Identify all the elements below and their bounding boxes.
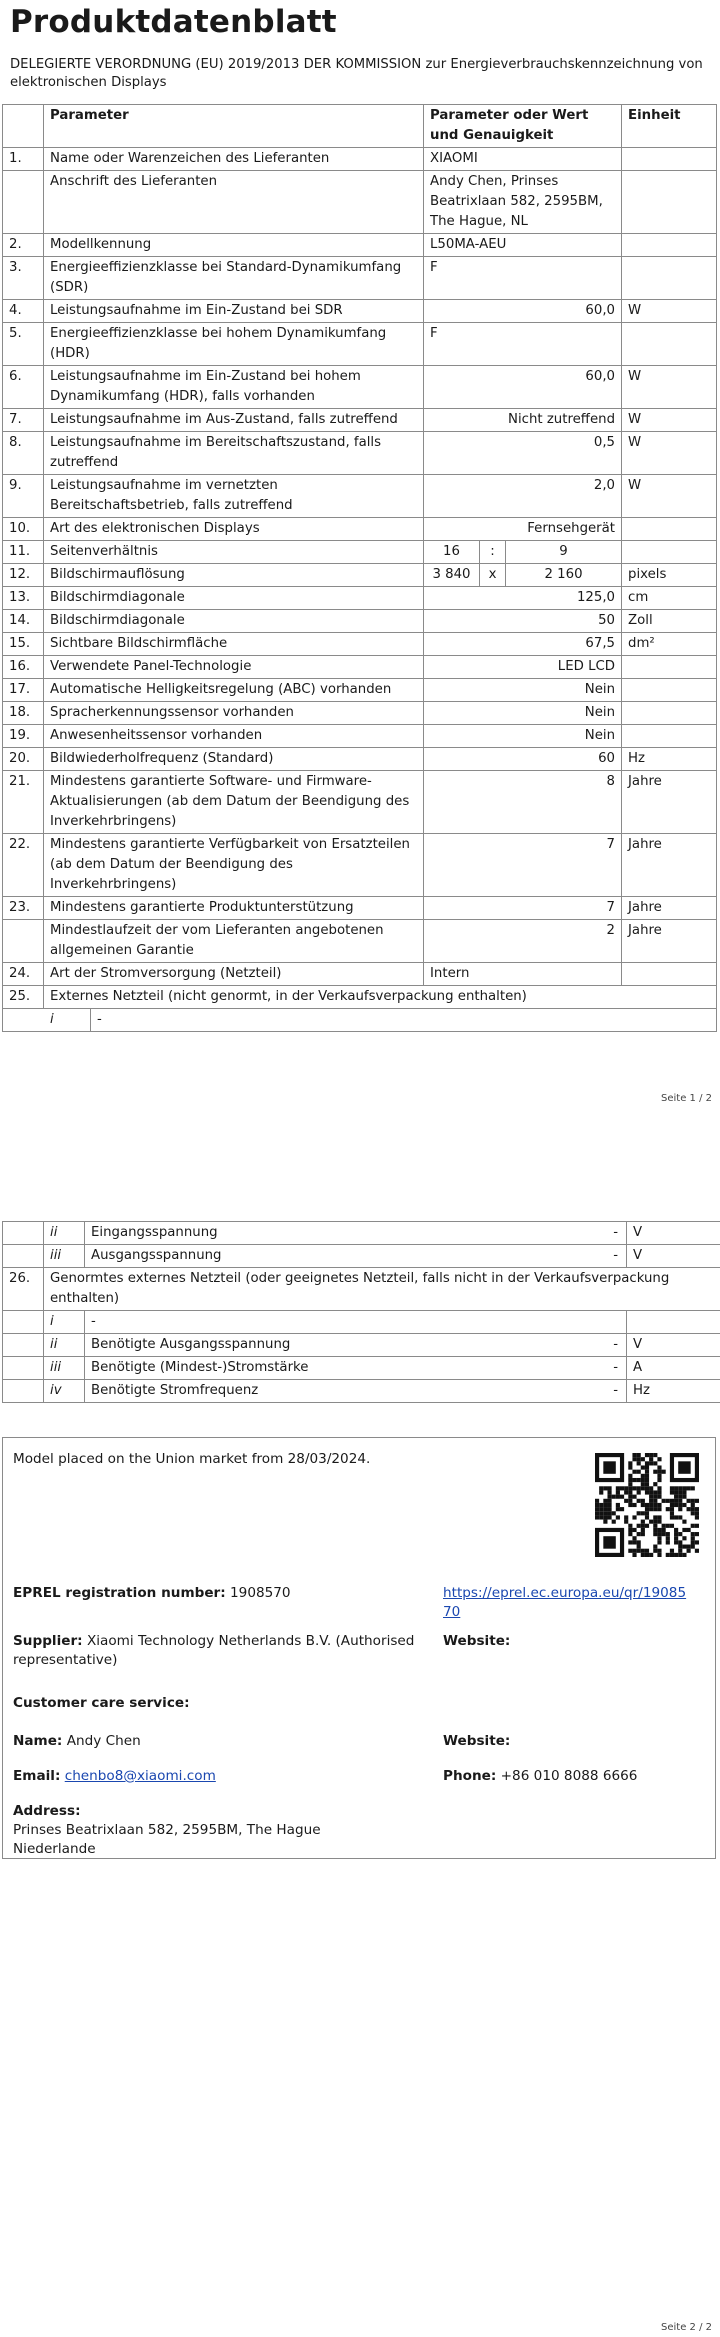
table-row xyxy=(3,366,717,409)
sub-index: iii xyxy=(44,1245,85,1268)
address-line-1: Prinses Beatrixlaan 582, 2595BM, The Hague xyxy=(13,1822,321,1838)
sub-index: ii xyxy=(44,1222,85,1245)
eprel-info-box xyxy=(2,1437,716,1859)
unit-cell xyxy=(622,148,717,171)
sub-index: i xyxy=(44,1311,85,1334)
row-number xyxy=(3,1311,44,1334)
table-row xyxy=(3,656,717,679)
row-number: 3. xyxy=(3,257,44,300)
parameter-cell: Mindestens garantierte Produktunterstützung xyxy=(44,897,424,920)
parameter-cell: Automatische Helligkeitsregelung (ABC) vorhanden xyxy=(44,679,424,702)
sub-index: iv xyxy=(44,1380,85,1403)
eprel-number: 1908570 xyxy=(230,1585,291,1601)
parameter-cell: Mindestens garantierte Verfügbarkeit von Ersatzteilen (ab dem Datum der Beendigung des Inverkehrbringens) xyxy=(44,834,424,897)
table-row xyxy=(3,920,717,963)
power-supply-table xyxy=(2,1221,720,1403)
contact-name xyxy=(13,1732,141,1751)
table-row xyxy=(3,725,717,748)
table-row xyxy=(3,610,717,633)
table-row xyxy=(3,475,717,518)
value-a-cell: 3 840 xyxy=(424,564,480,587)
parameter-cell: Modellkennung xyxy=(44,234,424,257)
unit-cell xyxy=(622,702,717,725)
email-label: Email: xyxy=(13,1768,61,1784)
value-cell: L50MA-AEU xyxy=(424,234,622,257)
address-label: Address: xyxy=(13,1803,81,1819)
table-row xyxy=(3,234,717,257)
unit-cell: V xyxy=(627,1245,720,1268)
row-number xyxy=(3,1357,44,1380)
value-cell: 60,0 xyxy=(424,366,622,409)
phone-label: Phone: xyxy=(443,1768,497,1784)
page-title: Produktdatenblatt xyxy=(10,4,337,40)
unit-cell: cm xyxy=(622,587,717,610)
qr-code-icon[interactable] xyxy=(595,1453,699,1557)
unit-cell: Hz xyxy=(627,1380,720,1403)
row-number: 19. xyxy=(3,725,44,748)
eprel-registration xyxy=(13,1584,291,1603)
value-cell: F xyxy=(424,257,622,300)
table-row xyxy=(3,1245,720,1268)
parameter-cell: Verwendete Panel-Technologie xyxy=(44,656,424,679)
sub-index: iii xyxy=(44,1357,85,1380)
table-row xyxy=(3,148,717,171)
table-row xyxy=(3,679,717,702)
regulation-subtitle: DELEGIERTE VERORDNUNG (EU) 2019/2013 DER KOMMISSION zur Energieverbrauchskennzeichnung von elektronischen Displays xyxy=(10,57,703,90)
row-number xyxy=(3,1245,44,1268)
sub-value: - xyxy=(97,1012,102,1027)
row-number: 23. xyxy=(3,897,44,920)
parameter-cell: Leistungsaufnahme im Ein-Zustand bei hohem Dynamikumfang (HDR), falls vorhanden xyxy=(44,366,424,409)
value-cell: - xyxy=(613,1383,618,1398)
unit-cell: Zoll xyxy=(622,610,717,633)
market-placement-text: Model placed on the Union market from 28/03/2024. xyxy=(13,1451,371,1467)
table-row xyxy=(3,518,717,541)
name-label: Name: xyxy=(13,1733,63,1749)
unit-cell xyxy=(622,257,717,300)
supplier-info xyxy=(13,1632,433,1670)
unit-cell xyxy=(622,679,717,702)
row-number: 12. xyxy=(3,564,44,587)
parameter-cell: Benötigte (Mindest-)Stromstärke - xyxy=(85,1357,627,1380)
unit-cell: A xyxy=(627,1357,720,1380)
table-row xyxy=(3,633,717,656)
table-row xyxy=(3,1009,717,1032)
table-row xyxy=(3,1268,720,1311)
parameter-cell: Benötigte Stromfrequenz - xyxy=(85,1380,627,1403)
parameter-cell: Anschrift des Lieferanten xyxy=(44,171,424,234)
row-number: 24. xyxy=(3,963,44,986)
value-cell: Nein xyxy=(424,725,622,748)
value-cell: XIAOMI xyxy=(424,148,622,171)
unit-cell: Jahre xyxy=(622,771,717,834)
parameter-cell: - xyxy=(85,1311,627,1334)
row-number xyxy=(3,1222,44,1245)
row-number: 16. xyxy=(3,656,44,679)
value-cell: Nein xyxy=(424,679,622,702)
page-number: Seite 2 / 2 xyxy=(661,2322,712,2333)
row-number: 5. xyxy=(3,323,44,366)
value-cell: Nein xyxy=(424,702,622,725)
value-b-cell: 2 160 xyxy=(506,564,622,587)
value-a-cell: 16 xyxy=(424,541,480,564)
row-number: 9. xyxy=(3,475,44,518)
value-cell: - xyxy=(613,1248,618,1263)
row-number: 2. xyxy=(3,234,44,257)
parameter-cell: Seitenverhältnis xyxy=(44,541,424,564)
unit-cell xyxy=(622,541,717,564)
parameter-cell: Bildschirmdiagonale xyxy=(44,610,424,633)
unit-cell xyxy=(627,1311,720,1334)
email-link[interactable]: chenbo8@xiaomi.com xyxy=(64,1768,216,1784)
care-website-label: Website: xyxy=(443,1733,511,1749)
parameter-cell: Anwesenheitssensor vorhanden xyxy=(44,725,424,748)
value-cell: 2,0 xyxy=(424,475,622,518)
parameter-cell: Energieeffizienzklasse bei Standard-Dynamikumfang (SDR) xyxy=(44,257,424,300)
unit-cell xyxy=(622,518,717,541)
row-number: 11. xyxy=(3,541,44,564)
table-row xyxy=(3,1222,720,1245)
value-cell: 7 xyxy=(424,897,622,920)
parameter-cell: Genormtes externes Netzteil (oder geeignetes Netzteil, falls nicht in der Verkaufsverpackung enthalten) xyxy=(44,1268,720,1311)
parameter-cell: Benötigte Ausgangsspannung - xyxy=(85,1334,627,1357)
parameter-cell: Eingangsspannung - xyxy=(85,1222,627,1245)
sub-row-cell xyxy=(3,1009,717,1032)
table-row xyxy=(3,834,717,897)
unit-cell xyxy=(622,323,717,366)
address-line-2: Niederlande xyxy=(13,1841,96,1857)
row-number: 14. xyxy=(3,610,44,633)
customer-care-label: Customer care service: xyxy=(13,1695,190,1711)
parameter-cell: Leistungsaufnahme im Ein-Zustand bei SDR xyxy=(44,300,424,323)
row-number: 13. xyxy=(3,587,44,610)
unit-cell: W xyxy=(622,300,717,323)
page-1 xyxy=(0,0,720,1120)
row-number: 1. xyxy=(3,148,44,171)
table-row xyxy=(3,986,717,1009)
unit-cell: Hz xyxy=(622,748,717,771)
parameter-cell: Energieeffizienzklasse bei hohem Dynamikumfang (HDR) xyxy=(44,323,424,366)
table-row xyxy=(3,1311,720,1334)
unit-cell xyxy=(622,234,717,257)
address-block xyxy=(13,1802,321,1859)
unit-cell: V xyxy=(627,1222,720,1245)
phone-value: +86 010 8088 6666 xyxy=(500,1768,638,1784)
row-number: 15. xyxy=(3,633,44,656)
contact-email xyxy=(13,1767,216,1786)
value-cell: 60,0 xyxy=(424,300,622,323)
page-2 xyxy=(0,1218,720,2337)
row-number: 18. xyxy=(3,702,44,725)
unit-cell xyxy=(622,171,717,234)
table-row xyxy=(3,1334,720,1357)
header-parameter: Parameter xyxy=(44,105,424,148)
table-row xyxy=(3,257,717,300)
row-number: 6. xyxy=(3,366,44,409)
unit-cell: Jahre xyxy=(622,897,717,920)
row-number: 7. xyxy=(3,409,44,432)
parameter-cell: Bildwiederholfrequenz (Standard) xyxy=(44,748,424,771)
parameter-cell: Leistungsaufnahme im vernetzten Bereitschaftsbetrieb, falls zutreffend xyxy=(44,475,424,518)
value-cell: 60 xyxy=(424,748,622,771)
supplier-website-label: Website: xyxy=(443,1633,511,1649)
row-number: 8. xyxy=(3,432,44,475)
value-cell: Nicht zutreffend xyxy=(424,409,622,432)
unit-cell: pixels xyxy=(622,564,717,587)
parameter-cell: Sichtbare Bildschirmfläche xyxy=(44,633,424,656)
supplier-value: Xiaomi Technology Netherlands B.V. (Authorised representative) xyxy=(13,1633,415,1668)
parameter-cell: Bildschirmauflösung xyxy=(44,564,424,587)
row-number: 4. xyxy=(3,300,44,323)
value-cell: Andy Chen, Prinses Beatrixlaan 582, 2595BM, The Hague, NL xyxy=(424,171,622,234)
contact-phone xyxy=(443,1767,637,1786)
unit-cell: V xyxy=(627,1334,720,1357)
row-number: 26. xyxy=(3,1268,44,1311)
page-number: Seite 1 / 2 xyxy=(661,1093,712,1104)
parameter-cell: Mindestlaufzeit der vom Lieferanten angebotenen allgemeinen Garantie xyxy=(44,920,424,963)
sub-index: ii xyxy=(44,1334,85,1357)
table-row xyxy=(3,171,717,234)
unit-cell: Jahre xyxy=(622,834,717,897)
value-cell: 2 xyxy=(424,920,622,963)
value-cell: 8 xyxy=(424,771,622,834)
header-value: Parameter oder Wert und Genauigkeit xyxy=(424,105,622,148)
value-cell: - xyxy=(613,1337,618,1352)
unit-cell xyxy=(622,656,717,679)
value-cell: 125,0 xyxy=(424,587,622,610)
table-row xyxy=(3,432,717,475)
value-cell: 0,5 xyxy=(424,432,622,475)
unit-cell: dm² xyxy=(622,633,717,656)
separator-cell: : xyxy=(480,541,506,564)
parameter-cell: Mindestens garantierte Software- und Firmware-Aktualisierungen (ab dem Datum der Beendigung des Inverkehrbringens) xyxy=(44,771,424,834)
unit-cell: W xyxy=(622,409,717,432)
product-data-table xyxy=(2,104,717,1032)
table-header-row xyxy=(3,105,717,148)
parameter-cell: Leistungsaufnahme im Bereitschaftszustand, falls zutreffend xyxy=(44,432,424,475)
unit-cell: W xyxy=(622,432,717,475)
value-cell: Intern xyxy=(424,963,622,986)
table-row xyxy=(3,300,717,323)
row-number xyxy=(3,1380,44,1403)
table-row xyxy=(3,897,717,920)
value-cell: F xyxy=(424,323,622,366)
eprel-label: EPREL registration number: xyxy=(13,1585,226,1601)
name-value: Andy Chen xyxy=(66,1733,141,1749)
row-number: 20. xyxy=(3,748,44,771)
table-row xyxy=(3,748,717,771)
supplier-label: Supplier: xyxy=(13,1633,83,1649)
row-number xyxy=(3,1334,44,1357)
parameter-cell: Leistungsaufnahme im Aus-Zustand, falls zutreffend xyxy=(44,409,424,432)
unit-cell xyxy=(622,725,717,748)
table-row xyxy=(3,1380,720,1403)
parameter-cell: Bildschirmdiagonale xyxy=(44,587,424,610)
table-row xyxy=(3,564,717,587)
table-row xyxy=(3,541,717,564)
row-number xyxy=(3,171,44,234)
row-number: 10. xyxy=(3,518,44,541)
header-unit: Einheit xyxy=(622,105,717,148)
value-b-cell: 9 xyxy=(506,541,622,564)
eprel-link[interactable]: https://eprel.ec.europa.eu/qr/1908570 xyxy=(443,1585,687,1620)
parameter-cell: Art der Stromversorgung (Netzteil) xyxy=(44,963,424,986)
table-row xyxy=(3,409,717,432)
unit-cell: W xyxy=(622,475,717,518)
row-number: 25. xyxy=(3,986,44,1009)
value-cell: - xyxy=(613,1225,618,1240)
value-cell: Fernsehgerät xyxy=(424,518,622,541)
row-number: 17. xyxy=(3,679,44,702)
value-cell: 50 xyxy=(424,610,622,633)
table-row xyxy=(3,587,717,610)
row-number: 22. xyxy=(3,834,44,897)
parameter-cell: Spracherkennungssensor vorhanden xyxy=(44,702,424,725)
table-row xyxy=(3,1357,720,1380)
parameter-cell: Externes Netzteil (nicht genormt, in der Verkaufsverpackung enthalten) xyxy=(44,986,717,1009)
unit-cell: W xyxy=(622,366,717,409)
unit-cell xyxy=(622,963,717,986)
parameter-cell: Name oder Warenzeichen des Lieferanten xyxy=(44,148,424,171)
row-number: 21. xyxy=(3,771,44,834)
table-row xyxy=(3,963,717,986)
value-cell: 67,5 xyxy=(424,633,622,656)
unit-cell: Jahre xyxy=(622,920,717,963)
parameter-cell: Ausgangsspannung - xyxy=(85,1245,627,1268)
value-cell: 7 xyxy=(424,834,622,897)
value-cell: - xyxy=(613,1360,618,1375)
table-row xyxy=(3,771,717,834)
separator-cell: x xyxy=(480,564,506,587)
table-row xyxy=(3,323,717,366)
row-number xyxy=(3,920,44,963)
value-cell: LED LCD xyxy=(424,656,622,679)
table-row xyxy=(3,702,717,725)
parameter-cell: Art des elektronischen Displays xyxy=(44,518,424,541)
sub-index: i xyxy=(3,1009,91,1031)
